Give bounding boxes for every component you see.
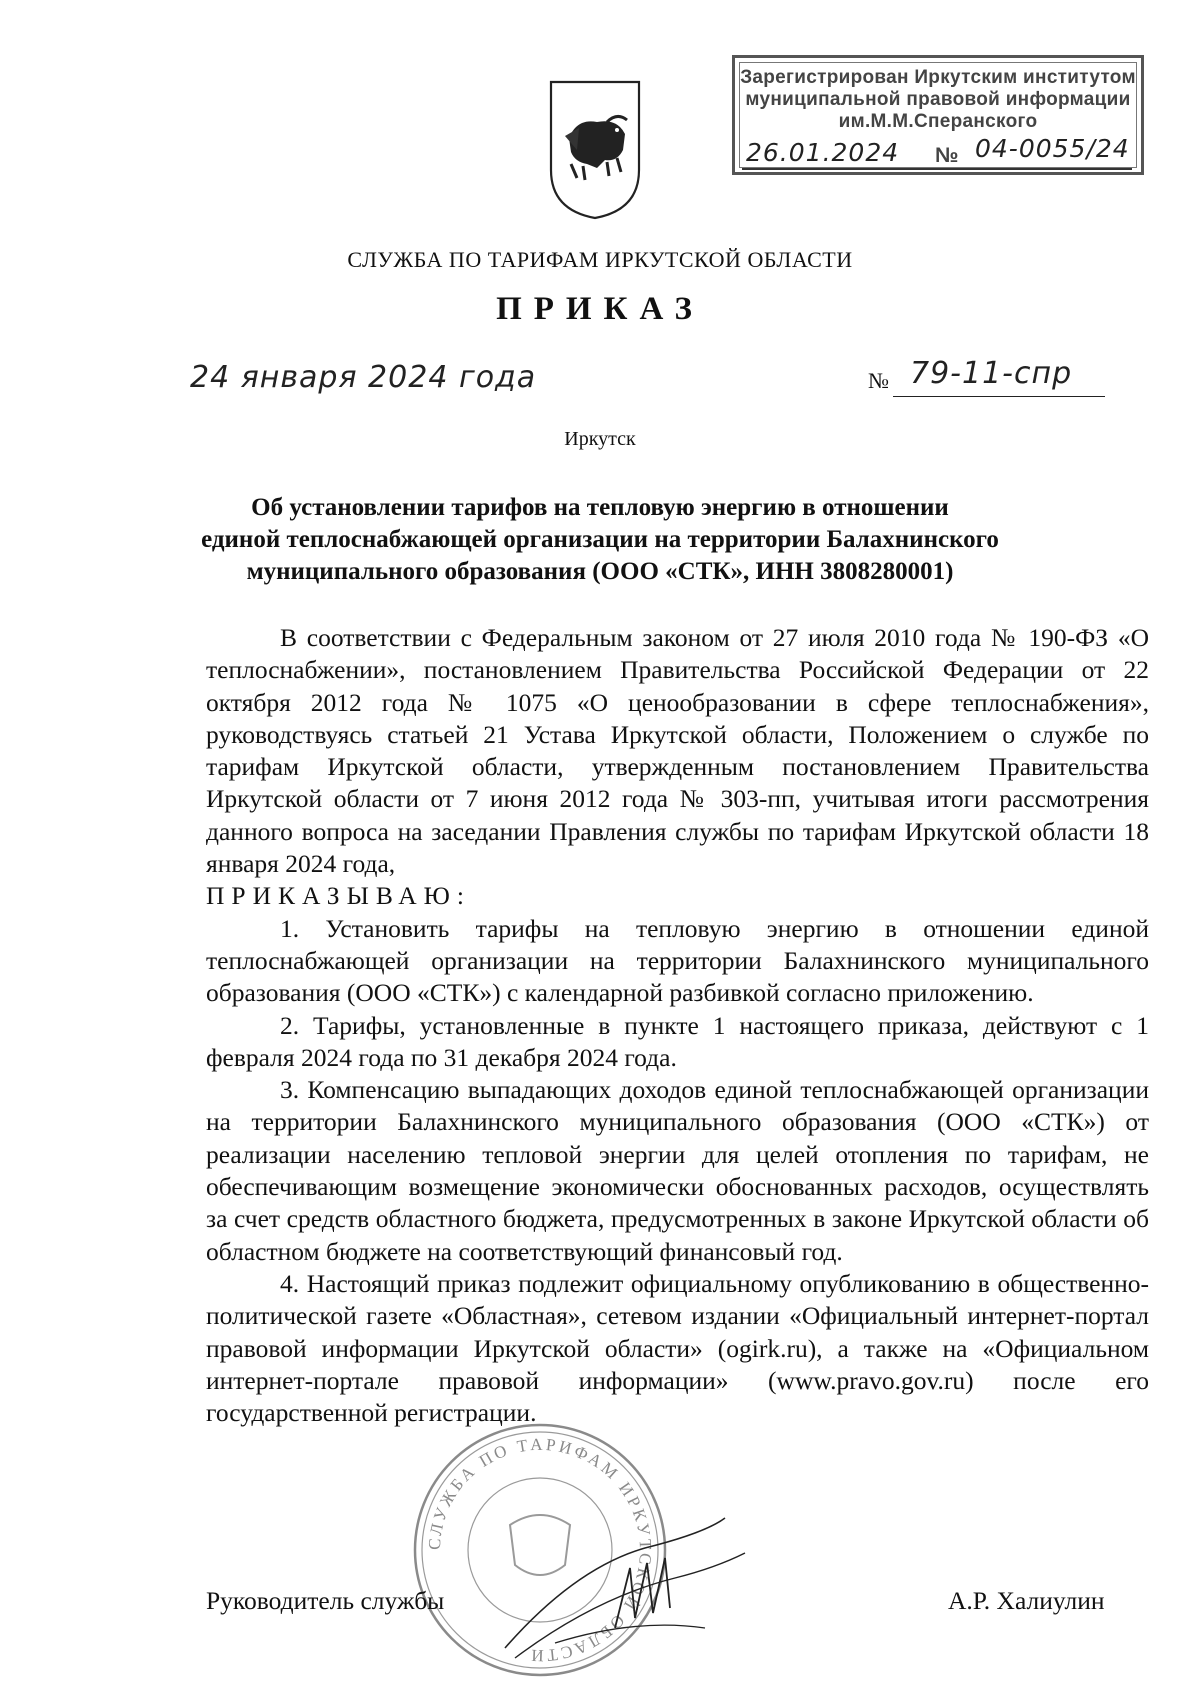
order-item-3: 3. Компенсацию выпадающих доходов единой теплоснабжающей организации на территории Балахнинского муниципального образования (ООО «СТК») от реализации населению тепловой энергии для целей отопления по тарифам, не обеспечивающим возмещение экономически обоснованных расходов, осуществлять за счет средств областного бюджета, предусмотренных в законе Иркутской области об областном бюджете на соответствующий финансовый год. bbox=[206, 1075, 1149, 1266]
signer-name: А.Р. Халиулин bbox=[948, 1586, 1105, 1615]
document-title bbox=[200, 492, 1000, 588]
order-item-4: 4. Настоящий приказ подлежит официальному опубликованию в общественно-политической газете «Областная», сетевом издании «Официальный интернет-портал правовой информации Иркутской области» (ogirk.ru), а также на «Официальном интернет-портале правовой информации» (www.pravo.gov.ru) после его государственной регистрации. bbox=[206, 1268, 1149, 1428]
registration-stamp-line-3: им.М.М.Сперанского bbox=[838, 111, 1038, 132]
document-title-line-1: Об установлении тарифов на тепловую энергию в отношении bbox=[251, 494, 949, 521]
handwritten-signature bbox=[495, 1508, 755, 1668]
order-item-2: 2. Тарифы, установленные в пункте 1 настоящего приказа, действуют с 1 февраля 2024 года по 31 декабря 2024 года. bbox=[206, 1010, 1149, 1072]
coat-of-arms-emblem bbox=[547, 78, 643, 220]
order-word: ПРИКАЗЫВАЮ: bbox=[206, 881, 471, 911]
registration-stamp-line-2: муниципальной правовой информации bbox=[745, 89, 1131, 110]
order-number: 79-11-спр bbox=[910, 356, 1073, 391]
preamble-paragraph: В соответствии с Федеральным законом от 27 июля 2010 года № 190-ФЗ «О теплоснабжении», постановлением Правительства Российской Федерации от 22 октября 2012 года № 1075 «О ценообразовании в сфере теплоснабжения», руководствуясь статьей 21 Устава Иркутской области, Положением о службе по тарифам Иркутской области, утвержденным постановлением Правительства Иркутской области от 7 июня 2012 года № 303-пп, учитывая итоги рассмотрения данного вопроса на заседании Правления службы по тарифам Иркутской области 18 января 2024 года, bbox=[206, 623, 1149, 879]
order-number-label: № bbox=[868, 368, 889, 393]
registration-stamp-line-1: Зарегистрирован Иркутским институтом bbox=[740, 67, 1136, 88]
document-title-line-2: единой теплоснабжающей организации на территории Балахнинского bbox=[201, 526, 999, 553]
order-number-underline bbox=[893, 396, 1105, 397]
registration-underline bbox=[742, 168, 1132, 170]
agency-name: СЛУЖБА ПО ТАРИФАМ ИРКУТСКОЙ ОБЛАСТИ bbox=[347, 247, 853, 272]
order-item-1: 1. Установить тарифы на тепловую энергию в отношении единой теплоснабжающей организации на территории Балахнинского муниципального образования (ООО «СТК») с календарной разбивкой согласно приложению. bbox=[206, 913, 1149, 1008]
svg-text:СЛУЖБА ПО ТАРИФАМ ИРКУТСКОЙ ОБ: СЛУЖБА ПО ТАРИФАМ ИРКУТСКОЙ ОБЛАСТИ bbox=[424, 1434, 656, 1666]
document-type-heading: ПРИКАЗ bbox=[496, 291, 704, 327]
document-title-line-3: муниципального образования (ООО «СТК», ИНН 3808280001) bbox=[246, 558, 954, 585]
registration-number: 04-0055/24 bbox=[975, 134, 1130, 163]
order-date: 24 января 2024 года bbox=[190, 360, 537, 395]
registration-number-label: № bbox=[935, 144, 959, 167]
city-name: Иркутск bbox=[564, 428, 636, 450]
registration-date: 26.01.2024 bbox=[746, 138, 900, 167]
signer-role: Руководитель службы bbox=[206, 1586, 445, 1615]
document-body bbox=[206, 622, 1149, 1429]
